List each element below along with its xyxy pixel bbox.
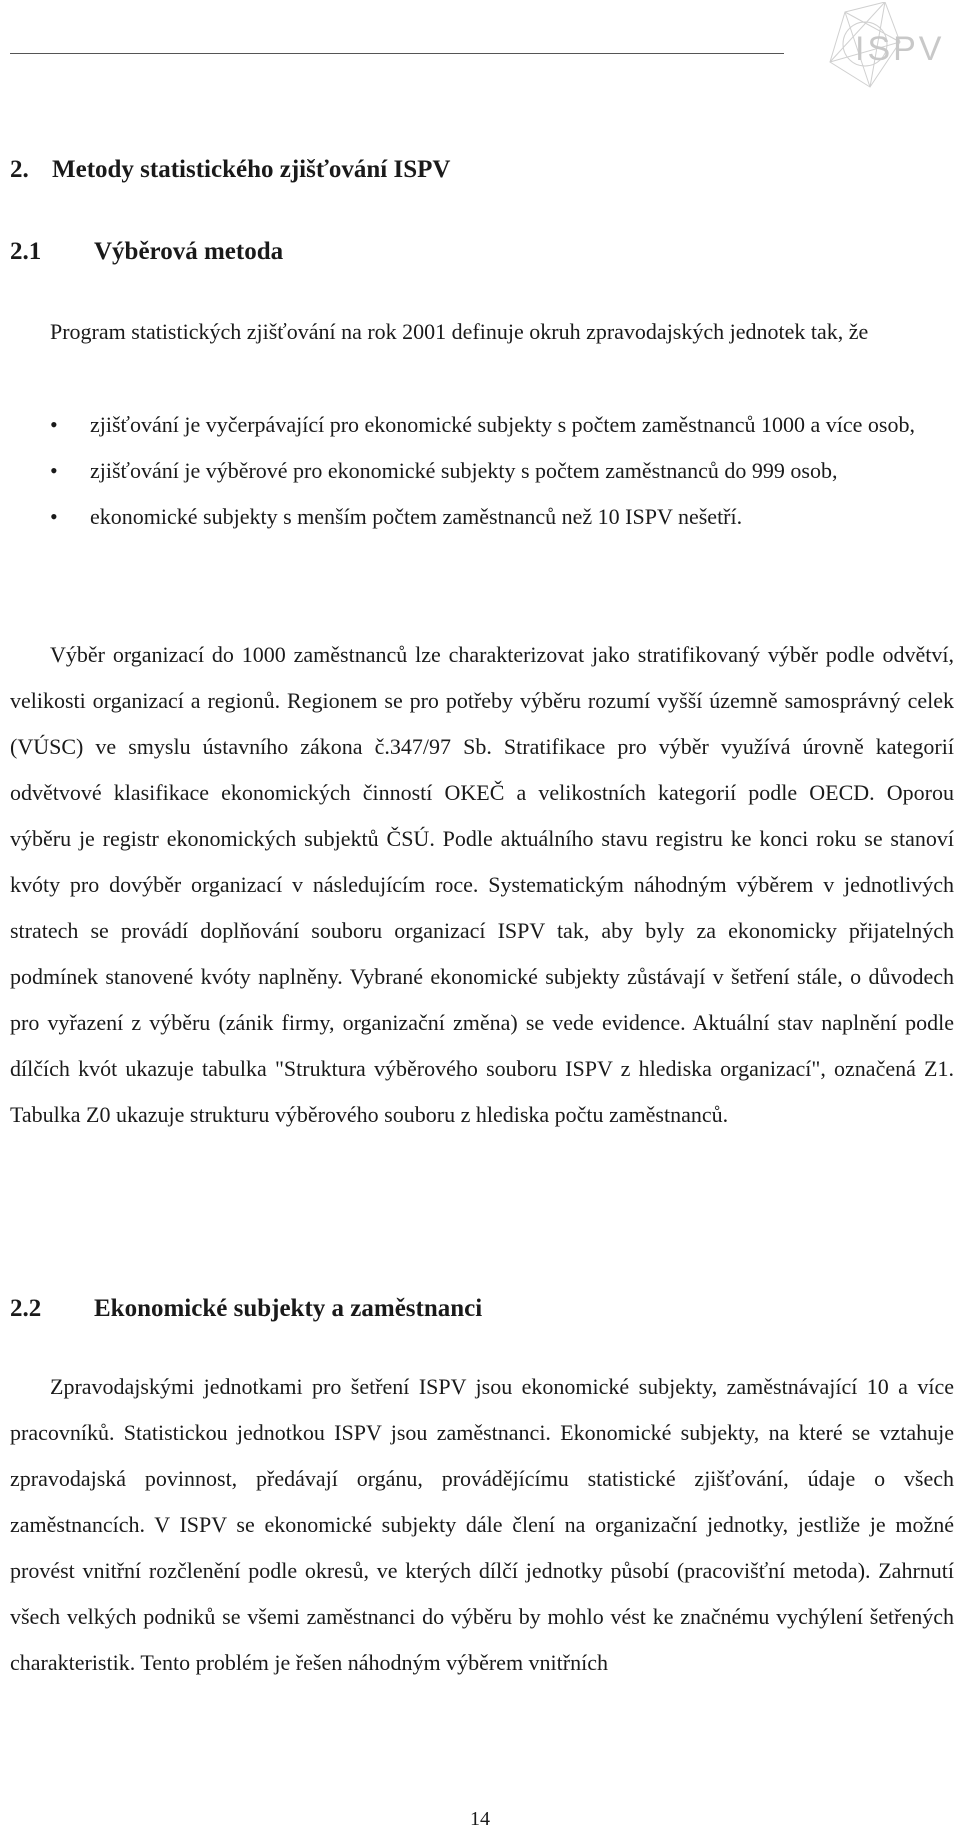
- header-rule: [10, 53, 784, 54]
- method-paragraph: [10, 632, 954, 1138]
- subsection-title-2-2: [10, 1295, 482, 1323]
- subjects-paragraph-text: Zpravodajskými jednotkami pro šetření ISPV jsou ekonomické subjekty, zaměstnávající 10 a více pracovníků. Statistickou jednotkou ISPV jsou zaměstnanci. Ekonomické subjekty, na které se vztahuje zpravodajská povinnost, předávají orgánu, provádějícímu statistické zjišťování, údaje o všech zaměstnancích. V ISPV se ekonomické subjekty dále člení na organizační jednotky, jestliže je možné provést vnitřní rozčlenění podle okresů, ve kterých dílčí jednotky působí (pracovišťní metoda). Zahrnutí všech velkých podniků se všemi zaměstnanci do výběru by mohlo vést ke značnému vychýlení šetřených charakteristik. Tento problém je řešen náhodným výběrem vnitřních: [10, 1374, 954, 1675]
- list-item-text: ekonomické subjekty s menším počtem zaměstnanců než 10 ISPV nešetří.: [90, 504, 743, 529]
- section-number: 2.: [10, 156, 29, 183]
- list-item-text: zjišťování je vyčerpávající pro ekonomické subjekty s počtem zaměstnanců 1000 a více osob,: [90, 412, 915, 437]
- list-item: [10, 494, 954, 540]
- intro-paragraph-text: Program statistických zjišťování na rok 2001 definuje okruh zpravodajských jednotek tak, že: [50, 319, 869, 344]
- section-title: [10, 156, 450, 184]
- bullet-icon: •: [50, 412, 58, 437]
- subsection-title-2-1: [10, 238, 283, 266]
- list-item-text: zjišťování je výběrové pro ekonomické subjekty s počtem zaměstnanců do 999 osob,: [90, 458, 838, 483]
- logo-text: ISPV: [855, 30, 945, 68]
- subsection-number: 2.1: [10, 238, 42, 265]
- subsection-title-text: Výběrová metoda: [94, 238, 284, 265]
- ispv-logo: [825, 2, 960, 92]
- section-title-text: Metody statistického zjišťování ISPV: [52, 156, 451, 183]
- list-item: [10, 448, 954, 494]
- subsection-number: 2.2: [10, 1295, 42, 1322]
- bullet-icon: •: [50, 504, 58, 529]
- bullet-icon: •: [50, 458, 58, 483]
- subsection-title-text: Ekonomické subjekty a zaměstnanci: [94, 1295, 483, 1322]
- method-paragraph-text: Výběr organizací do 1000 zaměstnanců lze charakterizovat jako stratifikovaný výběr podle odvětví, velikosti organizací a regionů. Regionem se pro potřeby výběru rozumí vyšší územně samosprávný celek (VÚSC) ve smyslu ústavního zákona č.347/97 Sb. Stratifikace pro výběr využívá úrovně kategorií odvětvové klasifikace ekonomických činností OKEČ a velikostních kategorií podle OECD. Oporou výběru je registr ekonomických subjektů ČSÚ. Podle aktuálního stavu registru ke konci roku se stanoví kvóty pro dovýběr organizací v následujícím roce. Systematickým náhodným výběrem v jednotlivých stratech se provádí doplňování souboru organizací ISPV tak, aby byly za ekonomicky přijatelných podmínek stanovené kvóty naplněny. Vybrané ekonomické subjekty zůstávají v šetření stále, o důvodech pro vyřazení z výběru (zánik firmy, organizační změna) se vede evidence. Aktuální stav naplnění podle dílčích kvót ukazuje tabulka "Struktura výběrového souboru ISPV z hlediska organizací", označená Z1. Tabulka Z0 ukazuje strukturu výběrového souboru z hlediska počtu zaměstnanců.: [10, 642, 954, 1127]
- list-item: [10, 402, 954, 448]
- bullet-list: [10, 402, 954, 540]
- subjects-paragraph: [10, 1364, 954, 1686]
- page-number: 14: [470, 1808, 490, 1830]
- intro-paragraph: [10, 309, 954, 355]
